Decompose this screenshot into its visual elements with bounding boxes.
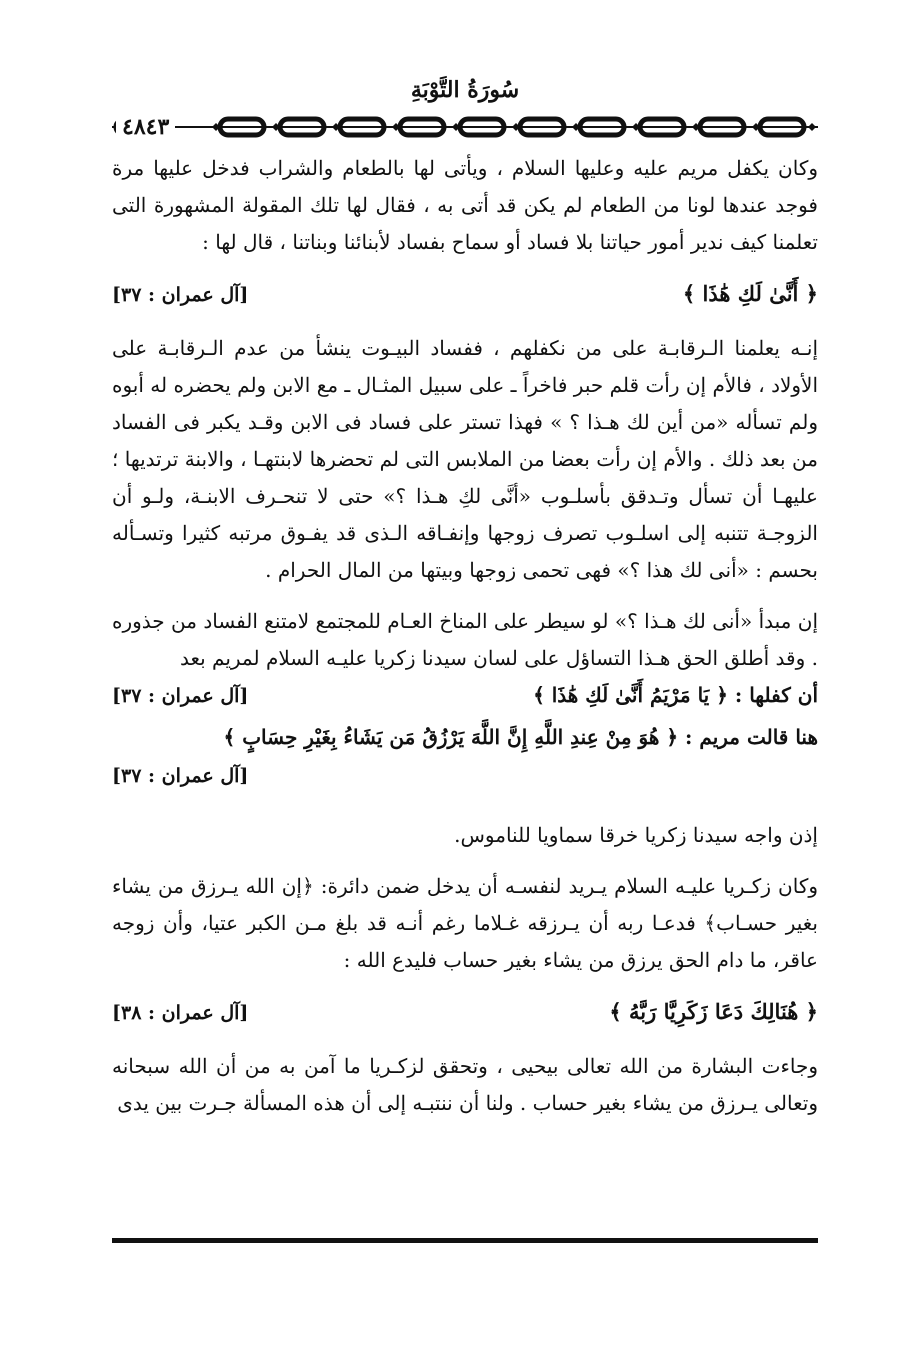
footer-rule [112, 1238, 818, 1243]
ornament-chain-icon [112, 114, 818, 140]
verse-reference: [آل عمران : ٣٧] [112, 685, 249, 707]
quran-verse: ﴿ أَنَّىٰ لَكِ هَٰذَا ﴾ [682, 281, 818, 306]
paragraph: وكان زكـريا عليـه السلام يـريد لنفسـه أن يدخل ضمن دائرة: ﴿إن الله يـرزق من يشاء بغير حسـاب﴾ فدعـا ربه أن يـرزقه غـلاما رغم أنـه قد بلغ مـن الكبر عتيا، وأن زوجه عاقر، ما دام الحق يرزق من يشاء بغير حساب فليدع الله : [112, 874, 818, 972]
paragraph: وكان يكفل مريم عليه وعليها السلام ، ويأتى لها بالطعام والشراب فدخل عليها مرة فوجد عندها لونا من الطعام لم يكن قد أتى به ، فقال لها تلك المقولة المشهورة التى تعلمنا كيف ندير أمور حياتنا بلا فساد أو سماح بفساد لأبنائنا وبناتنا ، قال لها : [112, 156, 818, 254]
verse-reference: [آل عمران : ٣٨] [112, 1002, 249, 1024]
paragraph: هنا قالت مريم : ﴿ هُوَ مِنْ عِندِ اللَّهِ إِنَّ اللَّهَ يَرْزُقُ مَن يَشَاءُ بِغَيْرِ حِسَابٍ ﴾ [223, 725, 818, 749]
page-number: ٤٨٤٣ [116, 114, 175, 140]
quran-verse: أن كفلها : ﴿ يَا مَرْيَمُ أَنَّىٰ لَكِ هَٰذَا ﴾ [533, 683, 818, 707]
quran-verse: ﴿ هُنَالِكَ دَعَا زَكَرِيَّا رَبَّهُ ﴾ [609, 999, 818, 1024]
page-body [112, 150, 818, 1136]
paragraph: وجاءت البشارة من الله تعالى بيحيى ، وتحقق لزكـريا ما آمن به من أن الله سبحانه وتعالى يـرزق من يشاء بغير حساب . ولنا أن ننتبـه إلى أن هذه المسألة جـرت بين يدى [112, 1054, 818, 1115]
surah-title: سُورَةُ التَّوْبَةِ [410, 77, 520, 103]
verse-reference-line [112, 758, 818, 795]
paragraph: إنـه يعلمنا الـرقابـة على من نكفلهم ، ففساد البيـوت ينشأ من عدم الـرقابـة على الأولاد ، فالأم إن رأت قلم حبر فاخراً ـ على سبيل المثـال ـ مع الابن ولم يحضره له أبوه ولم تسأله «من أين لك هـذا ؟ » فهذا تستر على فساد فى الابن وقـد يكبر فى الفساد من بعد ذلك . والأم إن رأت بعضا من الملابس التى لم تحضرها لابنتهـا ، والابنة ترتديها ؛ عليهـا أن تسأل وتـدقق بأسلـوب «أنَّى لكِ هـذا ؟» حتى لا تنحـرف الابنـة، ولـو أن الزوجـة تتنبه إلى اسلـوب تصرف زوجها وإنفـاقه الـذى قد يفـوق مرتبه كثيرا وتسـأله بحسم : «أنى لك هذا ؟» فهى تحمى زوجها وبيتها من المال الحرام . [112, 336, 818, 582]
quran-verse-line [112, 993, 818, 1032]
verse-reference: [آل عمران : ٣٧] [112, 765, 249, 787]
verse-line-inline [112, 677, 818, 715]
paragraph: إن مبدأ «أنى لك هـذا ؟» لو سيطر على المناخ العـام للمجتمع لامتنع الفساد من جذوره . وقد أطلق الحق هـذا التساؤل على لسان سيدنا زكريا عليـه السلام لمريم بعد [112, 609, 818, 670]
page-header [112, 70, 818, 150]
header-ornament-border [112, 114, 818, 140]
paragraph: إذن واجه سيدنا زكريا خرقا سماويا للناموس. [454, 823, 818, 847]
verse-reference: [آل عمران : ٣٧] [112, 284, 249, 306]
quran-verse-line [112, 275, 818, 314]
